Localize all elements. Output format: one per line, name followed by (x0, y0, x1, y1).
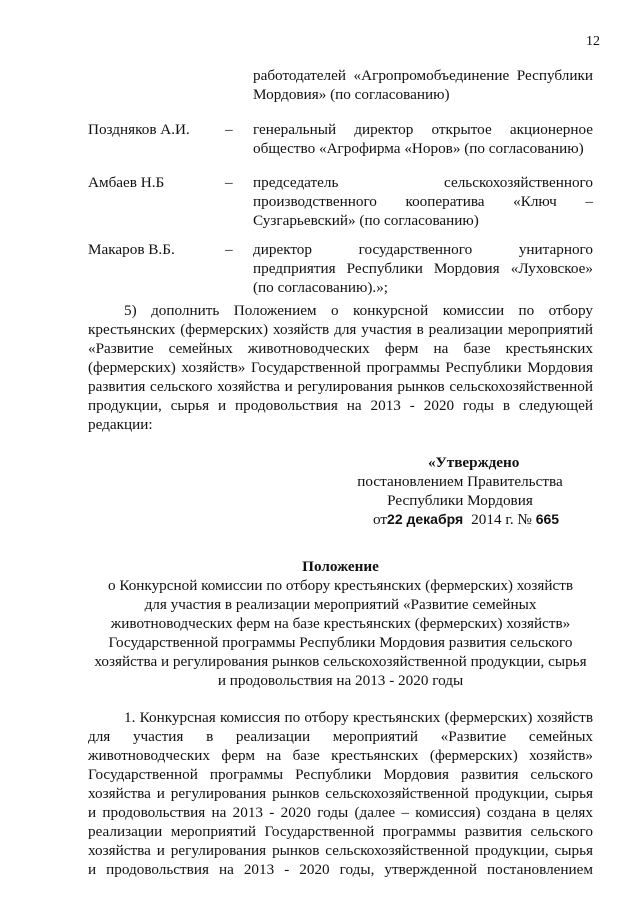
paragraph-5-line: «Развитие семейных животноводческих ферм на базе крестьянских (88, 340, 593, 357)
paragraph-5-line: редакции: (88, 416, 153, 433)
approval-date-suffix: 2014 г. № (471, 511, 532, 528)
paragraph-5-line: (фермерских) хозяйств» Государственной программы Республики Мордовия (88, 359, 593, 376)
paragraph-1-line: и продовольствия на 2013 - 2020 годы, утвержденной постановлением (88, 861, 593, 878)
heading-line: для участия в реализации мероприятий «Развитие семейных (144, 596, 537, 613)
member-dash: – (225, 121, 233, 138)
member-role-line: Сузгарьевский» (по согласованию) (253, 212, 479, 229)
approval-number: 665 (535, 511, 560, 527)
heading-line: Государственной программы Республики Мордовия развития сельского (108, 634, 573, 651)
member-role-line: предприятия Республики Мордовия «Луховское» (253, 260, 593, 277)
paragraph-5-line: продукции, сырья и продовольствия на 2013 - 2020 годы в следующей (88, 397, 593, 414)
paragraph-1-line: 1. Конкурсная комиссия по отбору крестьянских (фермерских) хозяйств (124, 709, 593, 726)
member-role-line: производственного кооператива «Ключ – (253, 193, 593, 210)
approval-date-stamp: 22 декабря (387, 511, 464, 527)
paragraph-1-line: хозяйства и регулирования рынков сельскохозяйственной продукции, сырья (88, 842, 593, 859)
paragraph-1-line: реализации мероприятий Государственной программы развития сельского (88, 823, 593, 840)
heading-line: о Конкурсной комиссии по отбору крестьянских (фермерских) хозяйств (107, 577, 574, 594)
approval-line-2: Республики Мордовия (387, 492, 533, 509)
heading-line: животноводческих ферм на базе крестьянских (фермерских) хозяйств» (110, 615, 571, 632)
member-name: Амбаев Н.Б (88, 174, 165, 191)
paragraph-1-line: хозяйства и регулирования рынков сельскохозяйственной продукции, сырья (88, 785, 593, 802)
page-number: 12 (586, 34, 600, 49)
member-role-line: директор государственного унитарного (253, 241, 593, 258)
approval-date-line (373, 510, 559, 529)
heading-line: и продовольствия на 2013 - 2020 годы (217, 672, 464, 689)
member-dash: – (225, 174, 233, 191)
approval-title: «Утверждено (428, 454, 520, 471)
paragraph-1-line: Государственной программы Республики Мордовия развития сельского (88, 766, 593, 783)
member-dash: – (225, 241, 233, 258)
intro-line-1: работодателей «Агропромобъединение Республики (253, 67, 593, 84)
member-name: Макаров В.Б. (88, 241, 175, 258)
paragraph-1-line: животноводческих ферм на базе крестьянских (фермерских) хозяйств» (88, 747, 593, 764)
heading-title: Положение (302, 558, 379, 575)
paragraph-5-line: крестьянских (фермерских) хозяйств для участия в реализации мероприятий (88, 321, 593, 338)
member-role-line: (по согласованию).»; (253, 279, 389, 296)
member-role-line: общество «Агрофирма «Норов» (по согласованию) (253, 140, 584, 157)
intro-line-2: Мордовия» (по согласованию) (253, 86, 450, 103)
member-name: Поздняков А.И. (88, 121, 190, 138)
approval-line-1: постановлением Правительства (357, 473, 563, 490)
paragraph-5-line: развития сельского хозяйства и регулирования рынков сельскохозяйственной (88, 378, 593, 395)
member-role-line: генеральный директор открытое акционерное (253, 121, 593, 138)
paragraph-1-line: для участия в реализации мероприятий «Развитие семейных (88, 728, 593, 745)
paragraph-1-line: и продовольствия на 2013 - 2020 годы (далее – комиссия) создана в целях (88, 804, 593, 821)
member-role-line: председатель сельскохозяйственного (253, 174, 593, 191)
paragraph-5-line: 5) дополнить Положением о конкурсной комиссии по отбору (124, 302, 593, 319)
approval-date-prefix: от (373, 511, 388, 528)
heading-line: хозяйства и регулирования рынков сельскохозяйственной продукции, сырья (94, 653, 587, 670)
